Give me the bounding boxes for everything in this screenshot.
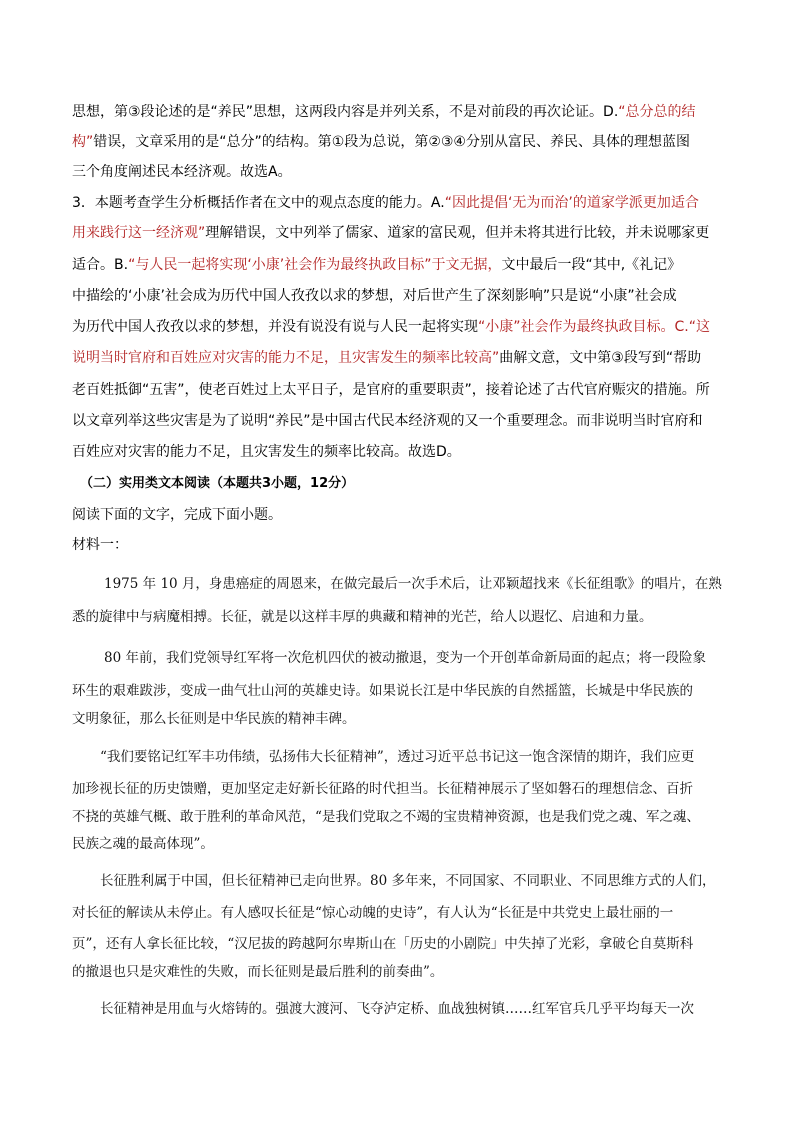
answer-text: 以文章列举这些灾害是为了说明“养民”是中国古代民本经济观的又一个重要理念。而非说明当时官府和 <box>72 413 703 429</box>
answer-text: 适合。B. <box>72 257 129 273</box>
answer-line <box>72 102 732 122</box>
answer-line <box>72 132 732 152</box>
answer-text: 错误，文章采用的是“总分”的结构。第①段为总说，第②③④分别从富民、养民、具体的理想蓝图 <box>93 134 690 150</box>
passage-line: 长征胜利属于中国，但长征精神已走向世界。80 多年来，不同国家、不同职业、不同思维方式的人们， <box>100 873 716 889</box>
answer-quote: 构” <box>72 134 94 150</box>
answer-quote: 用来践行这一经济观” <box>72 225 206 241</box>
answer-line <box>72 286 732 306</box>
passage-line: 对长征的解读从未停止。有人感叹长征是“惊心动魄的史诗”，有人认为“长征是中共党史上最壮丽的一 <box>72 905 674 921</box>
answer-quote: “这 <box>688 319 710 335</box>
answer-quote: 说明当时官府和百姓应对灾害的能力不足，且灾害发生的频率比较高” <box>72 350 500 366</box>
passage-line: 长征精神是用血与火熔铸的。强渡大渡河、飞夺泸定桥、血战独树镇……红军官兵几乎平均每天一次 <box>100 1001 694 1017</box>
passage-line: 的撤退也只是灾难性的失败，而长征则是最后胜利的前奏曲”。 <box>72 964 444 980</box>
answer-text: 三个角度阐述民本经济观。故选A。 <box>72 164 292 180</box>
answer-line <box>72 255 732 275</box>
answer-line <box>72 223 732 243</box>
answer-quote: “与人民一起将实现‘小康’社会作为最终执政目标”于文无据， <box>128 257 502 273</box>
passage-line: 不挠的英雄气概、敢于胜利的革命风范，“是我们党取之不竭的宝贵精神资源，也是我们党之魂、军之魂、 <box>72 809 700 825</box>
answer-text: 3．本题考查学生分析概括作者在文中的观点态度的能力。A. <box>72 195 445 211</box>
answer-quote: “因此提倡‘无为而治’的道家学派更加适合 <box>444 195 699 211</box>
answer-line <box>72 411 732 431</box>
passage-line: 加珍视长征的历史馈赠，更加坚定走好新长征路的时代担当。长征精神展示了坚如磐石的理想信念、百折 <box>72 781 693 797</box>
passage-line: 民族之魂的最高体现”。 <box>72 836 214 852</box>
answer-line <box>72 317 732 337</box>
passage-line: “我们要铭记红军丰功伟绩，弘扬伟大长征精神”，透过习近平总书记这一饱含深情的期许，我们应更 <box>100 749 695 765</box>
passage-line: 80 年前，我们党领导红军将一次危机四伏的被动撤退，变为一个开创革命新局面的起点；将一段险象 <box>104 650 706 666</box>
section-heading: （二）实用类文本阅读（本题共3小题，12分） <box>80 476 355 491</box>
answer-text: 思想，第③段论述的是“养民”思想，这两段内容是并列关系，不是对前段的再次论证。D. <box>72 104 619 120</box>
answer-quote: “小康”社会作为最终执政目标。C. <box>478 319 689 335</box>
answer-text: 为历代中国人孜孜以求的梦想，并没有说没有说与人民一起将实现 <box>72 319 478 335</box>
answer-text: 文中最后一段“其中,《礼记》 <box>501 257 682 273</box>
answer-line <box>72 348 732 368</box>
passage-line: 1975 年 10 月，身患癌症的周恩来，在做完最后一次手术后，让邓颖超找来《长征组歌》的唱片，在熟 <box>104 576 722 592</box>
answer-line <box>72 380 732 400</box>
answer-quote: “总分总的结 <box>618 104 696 120</box>
material-label: 材料一： <box>72 537 128 553</box>
answer-text: 中描绘的‘小康’社会成为历代中国人孜孜以求的梦想，对后世产生了深刻影响”只是说“小康”社会成 <box>72 288 677 304</box>
passage-line: 环生的艰难跋涉，变成一曲气壮山河的英雄史诗。如果说长江是中华民族的自然摇篮，长城是中华民族的 <box>72 683 693 699</box>
answer-line <box>72 442 732 462</box>
answer-text: 百姓应对灾害的能力不足，且灾害发生的频率比较高。故选D。 <box>72 444 461 460</box>
passage-line: 悉的旋律中与病魔相搏。长征，就是以这样丰厚的典藏和精神的光芒，给人以遐忆、启迪和力量。 <box>72 609 653 625</box>
answer-line <box>72 193 732 213</box>
answer-line <box>72 162 732 182</box>
answer-text: 理解错误，文中列举了儒家、道家的富民观，但并未将其进行比较，并未说哪家更 <box>205 225 710 241</box>
answer-text: 曲解文意，文中第③段写到“帮助 <box>499 350 702 366</box>
passage-line: 文明象征，那么长征则是中华民族的精神丰碑。 <box>72 711 356 727</box>
answer-text: 老百姓抵御“五害”，使老百姓过上太平日子，是官府的重要职责”，接着论述了古代官府赈灾的措施。所 <box>72 382 710 398</box>
instruction-text: 阅读下面的文字，完成下面小题。 <box>72 507 282 523</box>
passage-line: 页”，还有人拿长征比较，“汉尼拔的跨越阿尔卑斯山在「历史的小剧院」中失掉了光彩，拿破仑自莫斯科 <box>72 936 694 952</box>
